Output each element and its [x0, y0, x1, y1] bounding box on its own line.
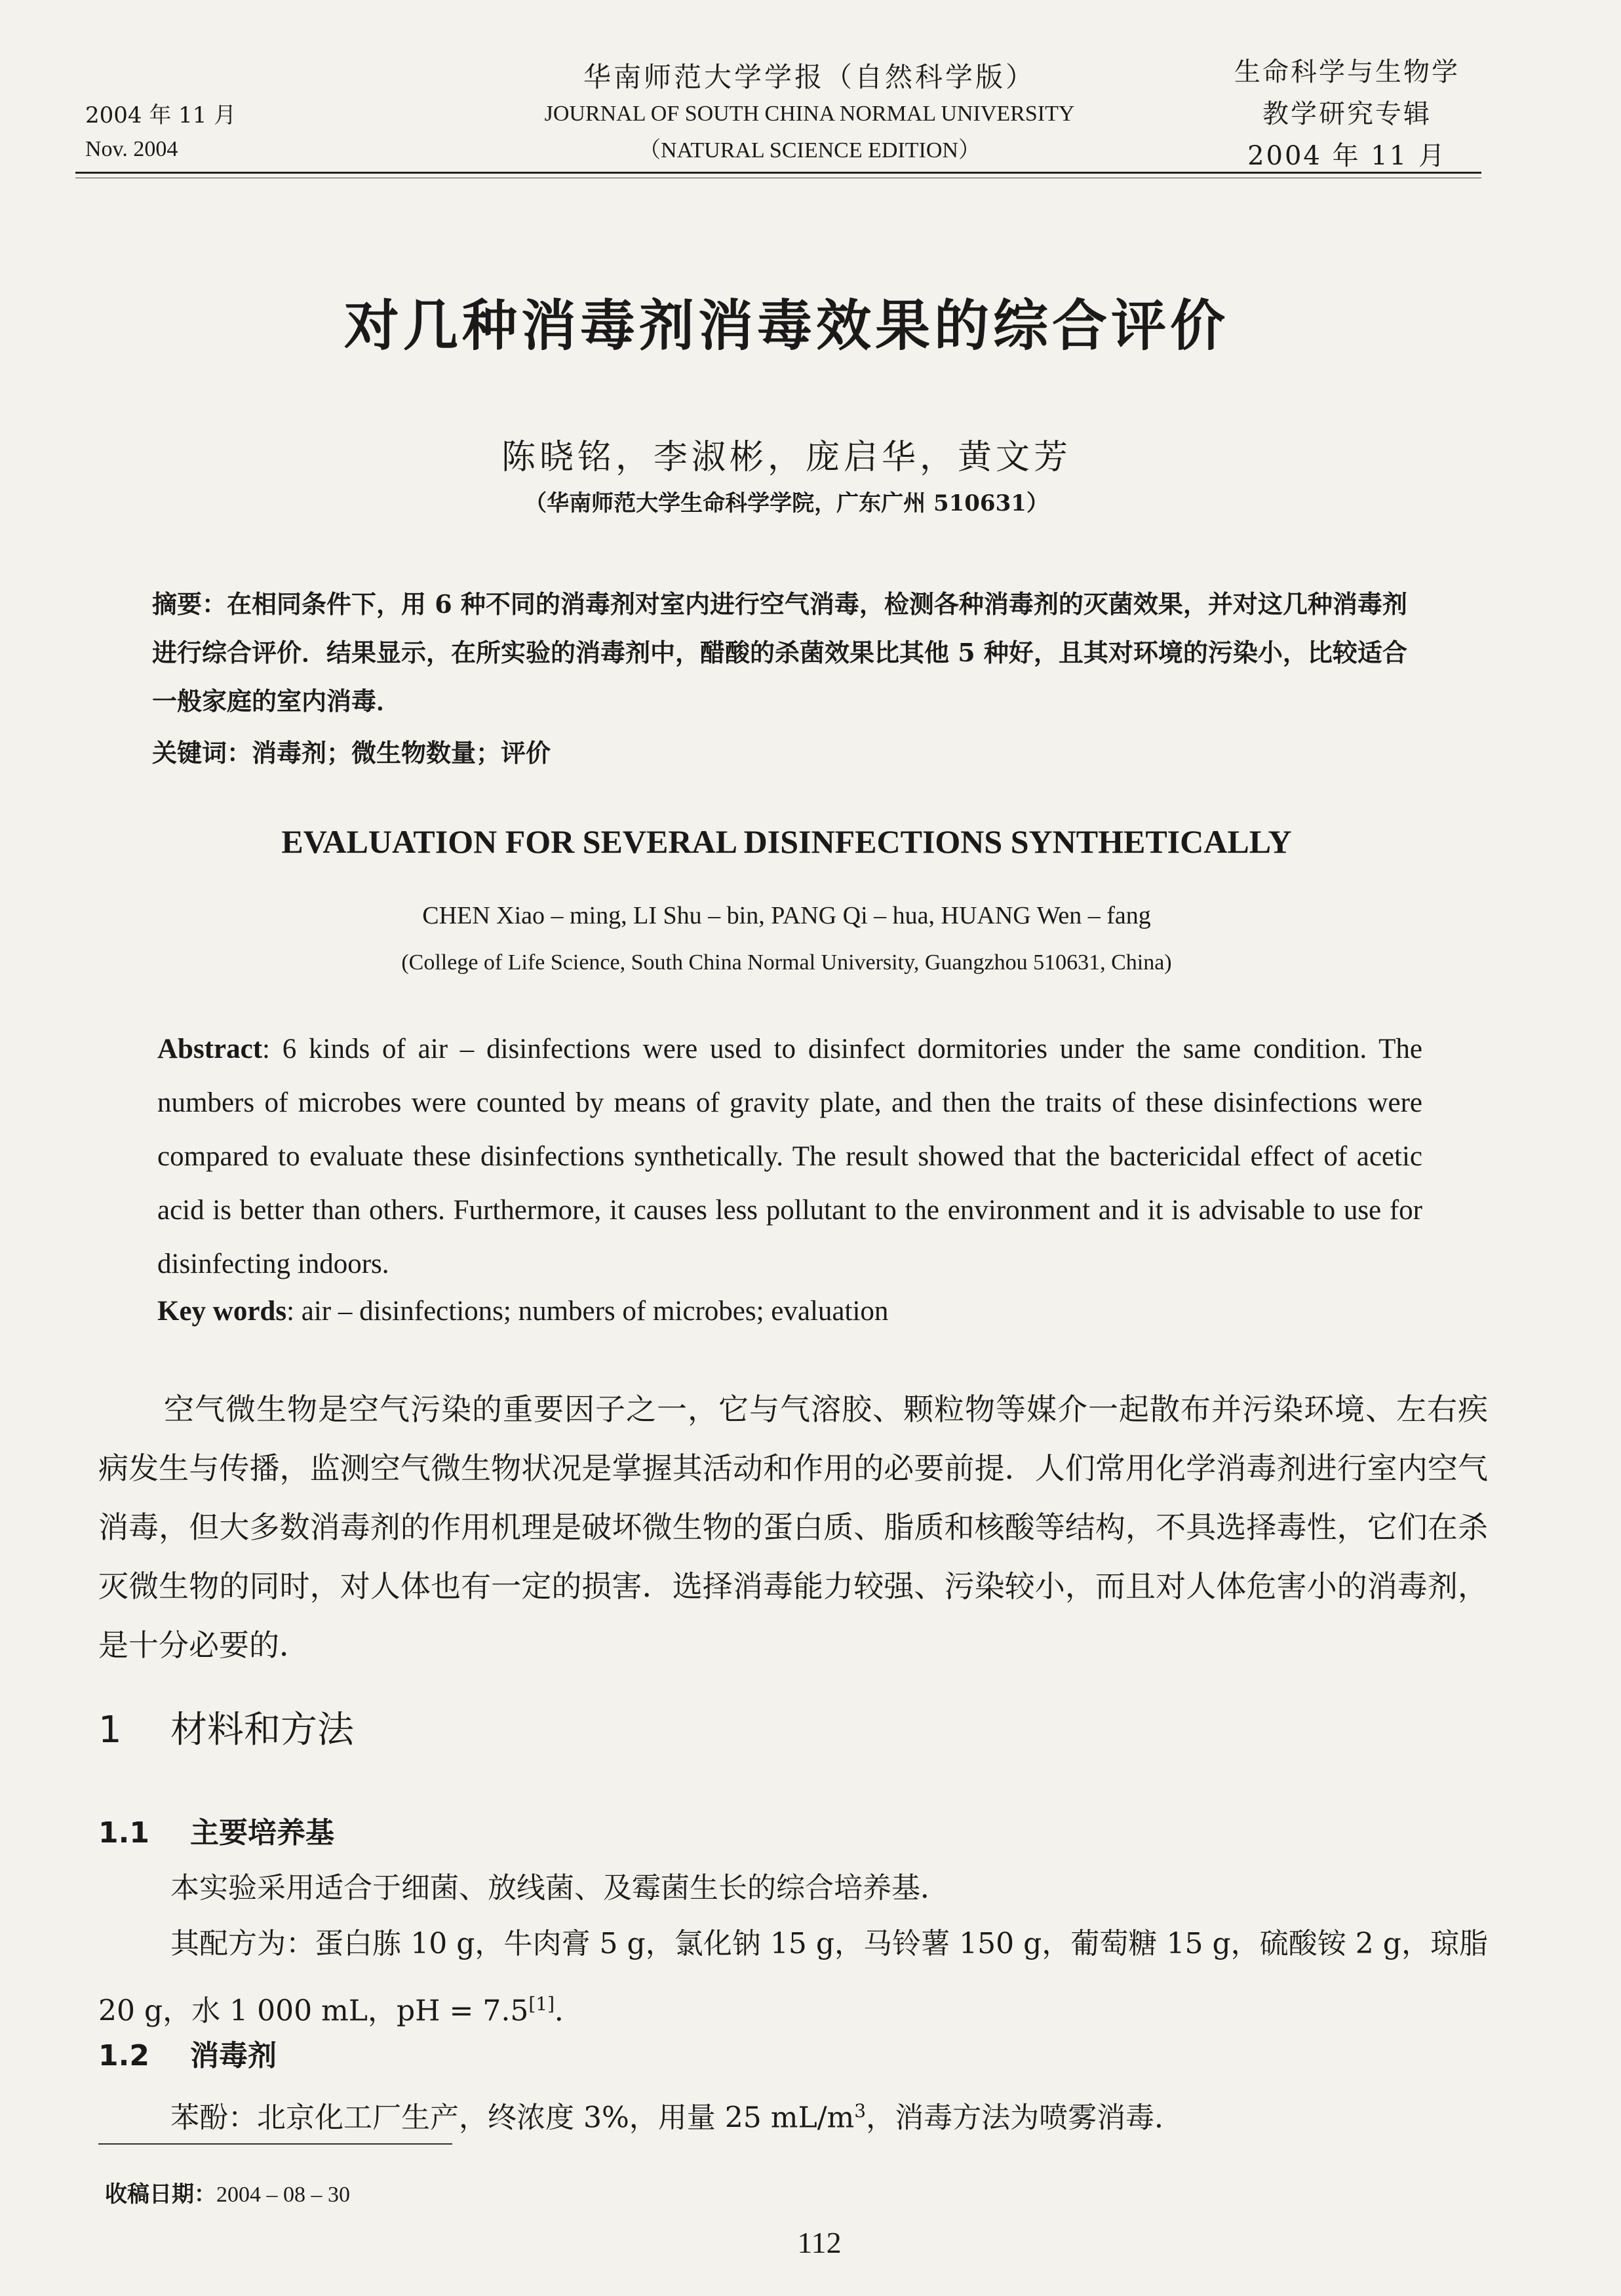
affiliation-en: (College of Life Science, South China Normal University, Guangzhou 510631, China)	[401, 950, 1172, 975]
received-date: 2004 – 08 – 30	[216, 2183, 350, 2207]
page-number: 112	[797, 2226, 842, 2259]
section-1-heading	[98, 1701, 354, 1753]
section-1-1-title: 主要培养基	[190, 1816, 334, 1850]
special-issue-line2: 教学研究专辑	[1262, 99, 1432, 129]
abstract-cn-text: 在相同条件下，用 6 种不同的消毒剂对室内进行空气消毒，检测各种消毒剂的灭菌效果，并对这几种消毒剂进行综合评价．结果显示，在所实验的消毒剂中，醋酸的杀菌效果比其他 5 种好，且其对环境的污染小，比较适合一般家庭的室内消毒．	[152, 589, 1407, 716]
journal-name-en: JOURNAL OF SOUTH CHINA NORMAL UNIVERSITY	[544, 102, 1075, 126]
keywords-cn	[152, 729, 1424, 777]
abstract-en-label: Abstract	[157, 1034, 263, 1064]
journal-masthead	[367, 59, 1252, 169]
special-issue-line1: 生命科学与生物学	[1234, 57, 1460, 87]
abstract-cn	[152, 580, 1424, 726]
section-1-1-heading	[98, 1809, 334, 1851]
section-1-2-number: 1.2	[98, 2039, 149, 2072]
abstract-cn-label: 摘要：	[152, 589, 227, 619]
special-issue-date: 2004 年 11 月	[1247, 141, 1447, 171]
section-1-1-paragraph-2	[98, 1914, 1488, 2042]
header-rule-thick	[75, 172, 1481, 174]
keywords-en	[157, 1285, 1422, 1338]
authors-en: CHEN Xiao – ming, LI Shu – bin, PANG Qi – hua, HUANG Wen – fang	[422, 902, 1151, 929]
article-title-cn: 对几种消毒剂消毒效果的综合评价	[343, 294, 1229, 358]
medium-formula-end: ．	[555, 1994, 584, 2028]
section-1-2-paragraph-1	[98, 2081, 1488, 2149]
keywords-en-label: Key words	[157, 1296, 287, 1327]
journal-edition: （NATURAL SCIENCE EDITION）	[638, 138, 981, 163]
affiliation-cn: （华南师范大学生命科学学院，广东广州 510631）	[524, 490, 1049, 516]
keywords-cn-text: 消毒剂；微生物数量；评价	[252, 738, 551, 768]
header-date-cn: 2004 年 11 月	[85, 102, 237, 128]
section-1-number: 1	[98, 1709, 122, 1751]
article-title-en: EVALUATION FOR SEVERAL DISINFECTIONS SYNTHETICALLY	[281, 823, 1292, 860]
intro-paragraph: 空气微生物是空气污染的重要因子之一，它与气溶胶、颗粒物等媒介一起散布并污染环境、左右疾病发生与传播，监测空气微生物状况是掌握其活动和作用的必要前提．人们常用化学消毒剂进行室内空气消毒，但大多数消毒剂的作用机理是破坏微生物的蛋白质、脂质和核酸等结构，不具选择毒性，它们在杀灭微生物的同时，对人体也有一定的损害．选择消毒能力较强、污染较小，而且对人体危害小的消毒剂，是十分必要的．	[98, 1391, 1488, 1663]
header-date	[85, 98, 236, 166]
journal-name-cn: 华南师范大学学报（自然科学版）	[583, 61, 1036, 93]
keywords-cn-label: 关键词：	[152, 738, 252, 768]
section-1-2-heading	[98, 2032, 277, 2074]
authors-cn: 陈晓铭，李淑彬，庞启华，黄文芳	[501, 438, 1072, 477]
section-1-1-number: 1.1	[98, 1816, 149, 1850]
medium-formula: 其配方为：蛋白胨 10 g，牛肉膏 5 g，氯化钠 15 g，马铃薯 150 g，葡萄糖 15 g，硫酸铵 2 g，琼脂 20 g，水 1 000 mL，pH = 7.5	[98, 1927, 1488, 2028]
footnote-rule	[98, 2143, 452, 2145]
received-label: 收稿日期：	[105, 2181, 216, 2208]
special-issue	[1206, 51, 1488, 177]
abstract-en-text: : 6 kinds of air – disinfections were used to disinfect dormitories under the same condition. The numbers of microbes were counted by means of gravity plate, and then the traits of these disinfections were compared to evaluate these disinfections synthetically. The result showed that the bactericidal effect of acetic acid is better than others. Furthermore, it causes less pollutant to the environment and it is advisable to use for disinfecting indoors.	[157, 1034, 1422, 1279]
header-date-en: Nov. 2004	[85, 137, 178, 161]
abstract-en	[157, 1022, 1422, 1291]
phenol-desc: 苯酚：北京化工厂生产，终浓度 3%，用量 25 mL/m	[170, 2101, 855, 2135]
section-1-2-title: 消毒剂	[190, 2039, 277, 2072]
citation-ref: [1]	[528, 1993, 555, 2015]
section-1-title: 材料和方法	[170, 1709, 354, 1751]
keywords-en-text: : air – disinfections; numbers of microbes; evaluation	[286, 1296, 889, 1327]
phenol-desc-end: ，消毒方法为喷雾消毒．	[866, 2101, 1184, 2135]
section-1-1-paragraph-1: 本实验采用适合于细菌、放线菌、及霉菌生长的综合培养基．	[170, 1871, 949, 1905]
received-date-note	[105, 2176, 350, 2208]
unit-superscript: 3	[854, 2100, 867, 2122]
